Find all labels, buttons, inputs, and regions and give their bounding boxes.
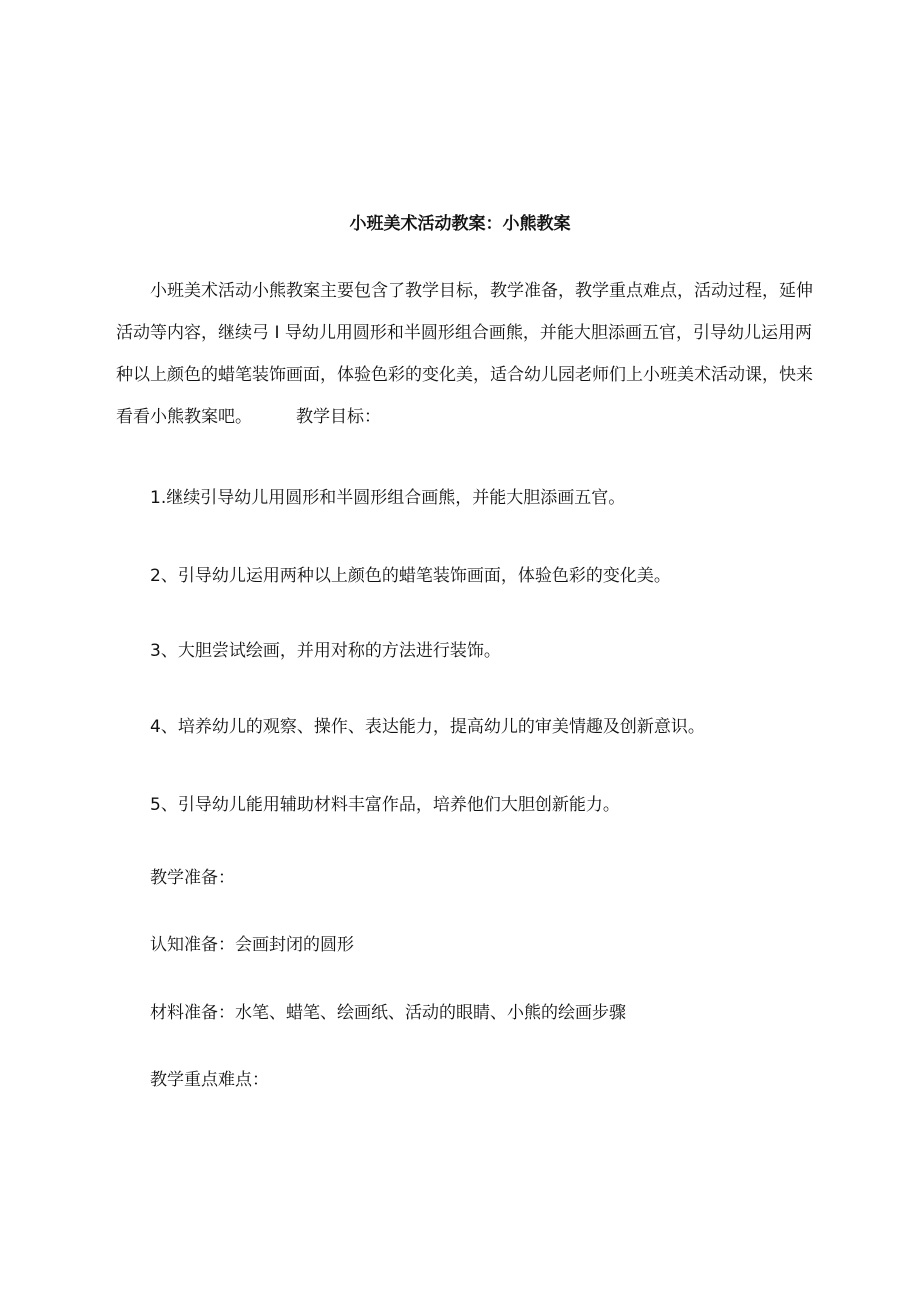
intro-line-last — [116, 396, 812, 438]
document-title: 小班美术活动教案：小熊教案 — [349, 214, 571, 234]
intro-line: 活动等内容，继续弓 I 导幼儿用圆形和半圆形组合画熊，并能大胆添画五官，引导幼儿运用两 — [116, 323, 812, 343]
intro-line: 小班美术活动小熊教案主要包含了教学目标，教学准备，教学重点难点，活动过程，延伸 — [150, 281, 813, 301]
intro-paragraph — [116, 270, 812, 438]
goal-item: 3、大胆尝试绘画，并用对称的方法进行装饰。 — [150, 641, 501, 661]
intro-line: 种以上颜色的蜡笔装饰画面，体验色彩的变化美，适合幼儿园老师们上小班美术活动课，快来 — [116, 365, 813, 385]
prep-heading: 教学准备： — [150, 868, 235, 888]
goal-item: 4、培养幼儿的观察、操作、表达能力，提高幼儿的审美情趣及创新意识。 — [150, 717, 705, 737]
goals-heading: 教学目标： — [296, 407, 381, 427]
goal-item: 2、引导幼儿运用两种以上颜色的蜡笔装饰画面，体验色彩的变化美。 — [150, 566, 671, 586]
goal-item: 1.继续引导幼儿用圆形和半圆形组合画熊，并能大胆添画五官。 — [150, 488, 626, 508]
intro-line: 看看小熊教案吧。 — [116, 407, 252, 427]
key-points-heading: 教学重点难点： — [150, 1070, 269, 1090]
cognitive-prep: 认知准备：会画封闭的圆形 — [150, 935, 354, 955]
goal-item: 5、引导幼儿能用辅助材料丰富作品，培养他们大胆创新能力。 — [150, 795, 620, 815]
material-prep: 材料准备：水笔、蜡笔、绘画纸、活动的眼睛、小熊的绘画步骤 — [150, 1003, 626, 1023]
